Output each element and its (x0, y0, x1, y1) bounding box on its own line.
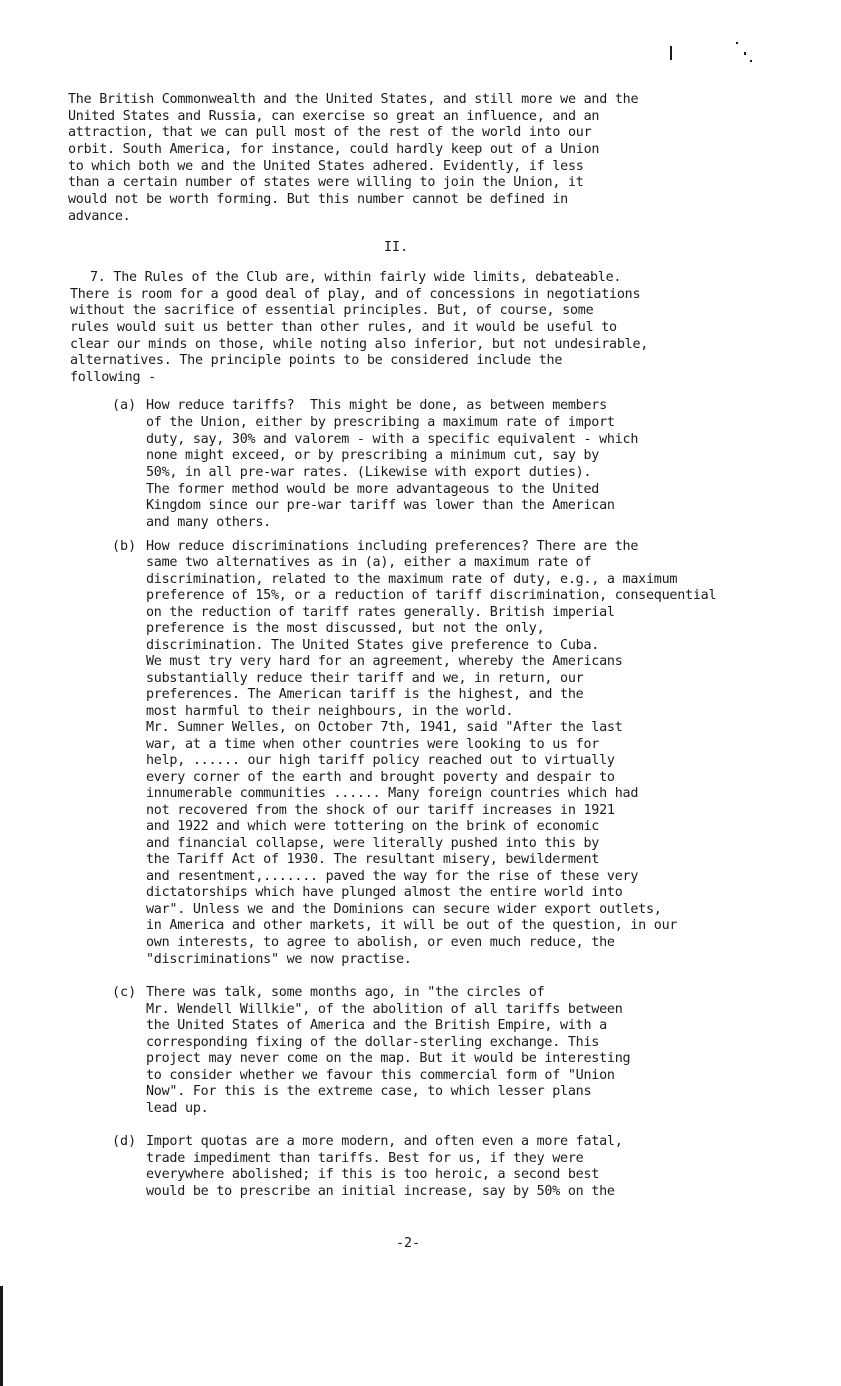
text-line: most harmful to their neighbours, in the world. (146, 704, 514, 719)
text-line: help, ...... our high tariff policy reached out to virtually (146, 753, 615, 768)
text-line: United States and Russia, can exercise so great an influence, and an (68, 109, 600, 124)
text-line: The former method would be more advantageous to the United (146, 482, 600, 497)
text-line: alternatives. The principle points to be considered include the (70, 353, 563, 368)
text-line: substantially reduce their tariff and we, in return, our (146, 671, 584, 686)
text-line: own interests, to agree to abolish, or even much reduce, the (146, 935, 615, 950)
text-line: following - (70, 370, 156, 385)
text-line: same two alternatives as in (a), either a maximum rate of (146, 555, 592, 570)
text-line: in America and other markets, it will be out of the question, in our (146, 918, 678, 933)
text-line: We must try very hard for an agreement, whereby the Americans (146, 654, 623, 669)
text-line: discrimination, related to the maximum rate of duty, e.g., a maximum (146, 572, 678, 587)
text-line: Mr. Sumner Welles, on October 7th, 1941, said "After the last (146, 720, 623, 735)
text-line: none might exceed, or by prescribing a minimum cut, say by (146, 448, 600, 463)
text-line: war, at a time when other countries were looking to us for (146, 737, 600, 752)
text-line: Now". For this is the extreme case, to which lesser plans (146, 1084, 592, 1099)
text-line: clear our minds on those, while noting also inferior, but not undesirable, (70, 337, 649, 352)
text-line: "discriminations" we now practise. (146, 952, 412, 967)
item-label: (c) (112, 985, 137, 1000)
text-line: Import quotas are a more modern, and often even a more fatal, (146, 1134, 623, 1149)
text-line: to consider whether we favour this commercial form of "Union (146, 1068, 615, 1083)
item-label: (b) (112, 539, 137, 554)
text-line: duty, say, 30% and valorem - with a specific equivalent - which (146, 432, 639, 447)
stray-mark (670, 46, 672, 60)
section-heading: II. (384, 240, 409, 255)
binding-mark (0, 1286, 3, 1386)
text-line: innumerable communities ...... Many foreign countries which had (146, 786, 639, 801)
text-line: not recovered from the shock of our tariff increases in 1921 (146, 803, 615, 818)
text-line: There was talk, some months ago, in "the circles of (146, 985, 545, 1000)
text-line: everywhere abolished; if this is too heroic, a second best (146, 1167, 600, 1182)
text-line: would not be worth forming. But this number cannot be defined in (68, 192, 568, 207)
text-line: on the reduction of tariff rates generally. British imperial (146, 605, 615, 620)
text-line: discrimination. The United States give preference to Cuba. (146, 638, 600, 653)
text-line: every corner of the earth and brought poverty and despair to (146, 770, 615, 785)
text-line: lead up. (146, 1101, 209, 1116)
text-line: the United States of America and the British Empire, with a (146, 1018, 607, 1033)
text-line: preference is the most discussed, but not the only, (146, 621, 545, 636)
text-line: would be to prescribe an initial increase, say by 50% on the (146, 1184, 615, 1199)
text-line: How reduce tariffs? This might be done, as between members (146, 398, 607, 413)
text-line: than a certain number of states were willing to join the Union, it (68, 175, 584, 190)
text-line: the Tariff Act of 1930. The resultant misery, bewilderment (146, 852, 600, 867)
item-label: (d) (112, 1134, 137, 1149)
text-line: How reduce discriminations including preferences? There are the (146, 539, 639, 554)
text-line: preferences. The American tariff is the highest, and the (146, 687, 584, 702)
text-line: rules would suit us better than other rules, and it would be useful to (70, 320, 617, 335)
stray-mark (750, 60, 752, 62)
text-line: dictatorships which have plunged almost the entire world into (146, 885, 623, 900)
text-line: of the Union, either by prescribing a maximum rate of import (146, 415, 615, 430)
text-line: to which both we and the United States adhered. Evidently, if less (68, 159, 584, 174)
page-number: -2- (396, 1236, 421, 1251)
item-label: (a) (112, 398, 137, 413)
text-line: 50%, in all pre-war rates. (Likewise with export duties). (146, 465, 592, 480)
text-line: 7. The Rules of the Club are, within fairly wide limits, debateable. (90, 270, 622, 285)
stray-mark (736, 42, 738, 44)
text-line: and 1922 and which were tottering on the brink of economic (146, 819, 600, 834)
text-line: Mr. Wendell Willkie", of the abolition of all tariffs between (146, 1002, 623, 1017)
text-line: corresponding fixing of the dollar-sterling exchange. This (146, 1035, 600, 1050)
text-line: without the sacrifice of essential principles. But, of course, some (70, 303, 594, 318)
text-line: Kingdom since our pre-war tariff was lower than the American (146, 498, 615, 513)
text-line: and resentment,....... paved the way for the rise of these very (146, 869, 639, 884)
text-line: trade impediment than tariffs. Best for us, if they were (146, 1151, 584, 1166)
text-line: and financial collapse, were literally pushed into this by (146, 836, 600, 851)
text-line: orbit. South America, for instance, could hardly keep out of a Union (68, 142, 600, 157)
text-line: and many others. (146, 515, 271, 530)
text-line: war". Unless we and the Dominions can secure wider export outlets, (146, 902, 662, 917)
text-line: preference of 15%, or a reduction of tariff discrimination, consequential (146, 588, 717, 603)
text-line: project may never come on the map. But it would be interesting (146, 1051, 631, 1066)
text-line: attraction, that we can pull most of the rest of the world into our (68, 125, 592, 140)
text-line: There is room for a good deal of play, and of concessions in negotiations (70, 287, 641, 302)
stray-mark (744, 52, 746, 55)
text-line: The British Commonwealth and the United States, and still more we and the (68, 92, 639, 107)
text-line: advance. (68, 209, 131, 224)
